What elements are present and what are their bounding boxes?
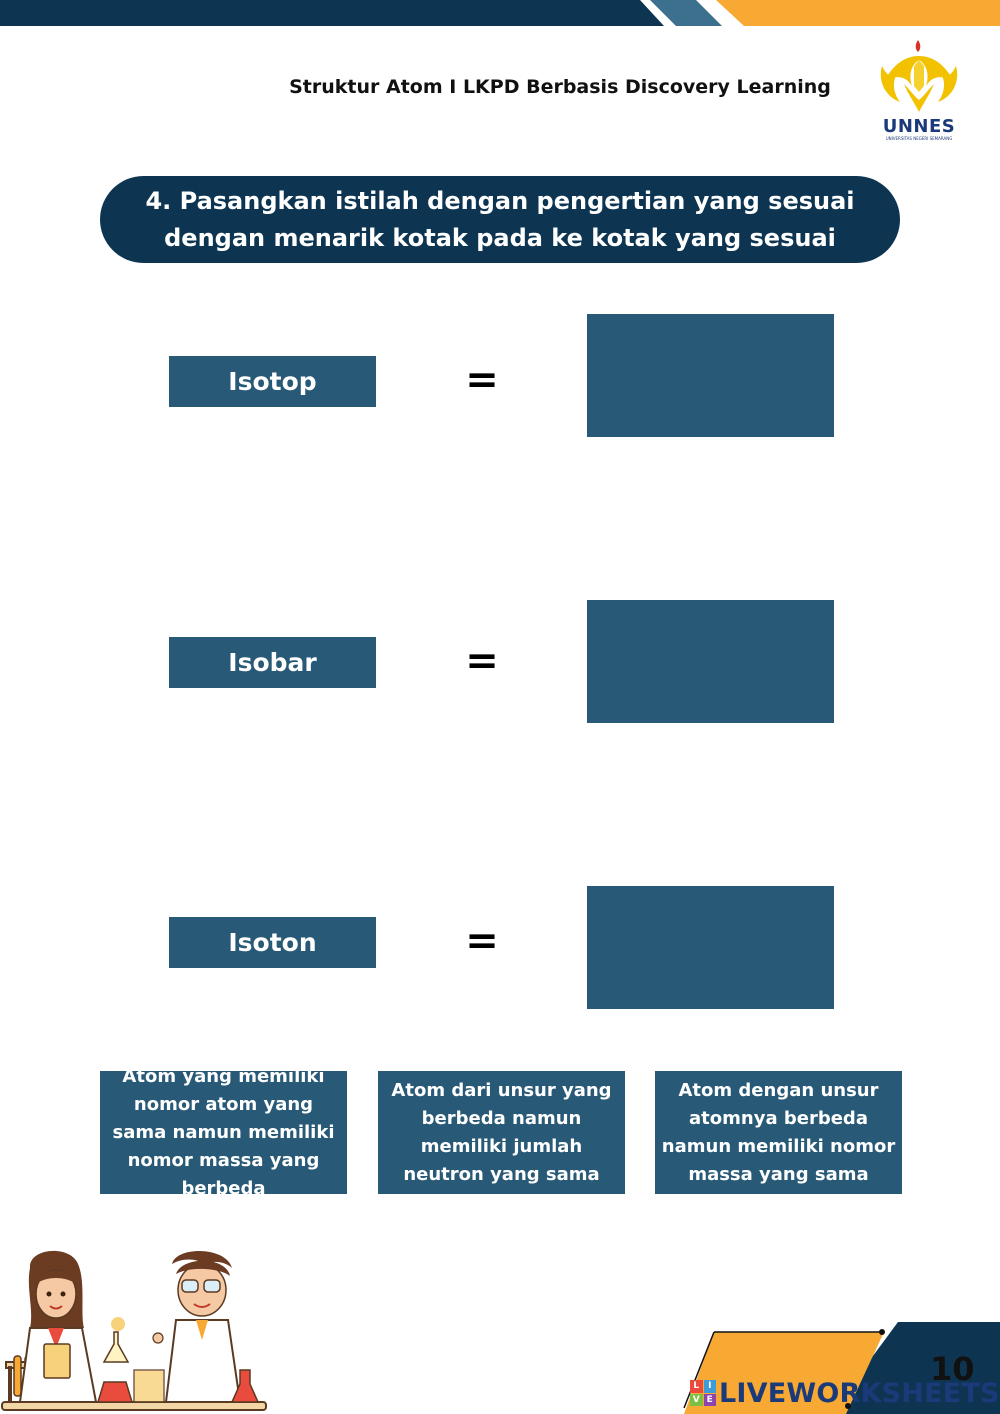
- equals-sign: =: [465, 357, 499, 403]
- answer-box-3[interactable]: [655, 1071, 902, 1194]
- liveworksheets-watermark: [690, 1376, 1000, 1410]
- unnes-logo: [874, 36, 964, 146]
- document-header-title: Struktur Atom I LKPD Berbasis Discovery Learning: [289, 76, 831, 98]
- drop-zone-isoton[interactable]: [587, 886, 834, 1009]
- answer-box-1[interactable]: [100, 1065, 347, 1199]
- term-isobar: Isobar: [169, 637, 376, 688]
- answer-text: Atom dengan unsur atomnya berbeda namun memiliki nomor massa yang sama: [661, 1079, 896, 1185]
- instruction-banner: [100, 176, 900, 263]
- top-decorative-bar: [0, 0, 1000, 26]
- instruction-line-1: 4. Pasangkan istilah dengan pengertian yang sesuai: [145, 186, 855, 215]
- logo-subtext: UNIVERSITAS NEGERI SEMARANG: [885, 136, 953, 141]
- answer-text: Atom yang memiliki nomor atom yang sama namun memiliki nomor massa yang berbeda: [112, 1065, 335, 1199]
- instruction-line-2: dengan menarik kotak pada ke kotak yang sesuai: [164, 223, 836, 252]
- watermark-text: LIVEWORKSHEETS: [719, 1377, 1000, 1409]
- logo-text: UNNES: [882, 116, 956, 137]
- unnes-emblem-icon: [874, 36, 964, 116]
- scientists-illustration: [0, 1244, 270, 1414]
- equals-sign: =: [465, 918, 499, 964]
- page-number: 10: [930, 1350, 975, 1388]
- answer-text: Atom dari unsur yang berbeda namun memiliki jumlah neutron yang sama: [391, 1079, 612, 1185]
- liveworksheets-logo-icon: L I V E: [690, 1380, 716, 1406]
- term-isotop: Isotop: [169, 356, 376, 407]
- drop-zone-isobar[interactable]: [587, 600, 834, 723]
- drop-zone-isotop[interactable]: [587, 314, 834, 437]
- term-isoton: Isoton: [169, 917, 376, 968]
- answer-box-2[interactable]: [378, 1071, 625, 1194]
- equals-sign: =: [465, 638, 499, 684]
